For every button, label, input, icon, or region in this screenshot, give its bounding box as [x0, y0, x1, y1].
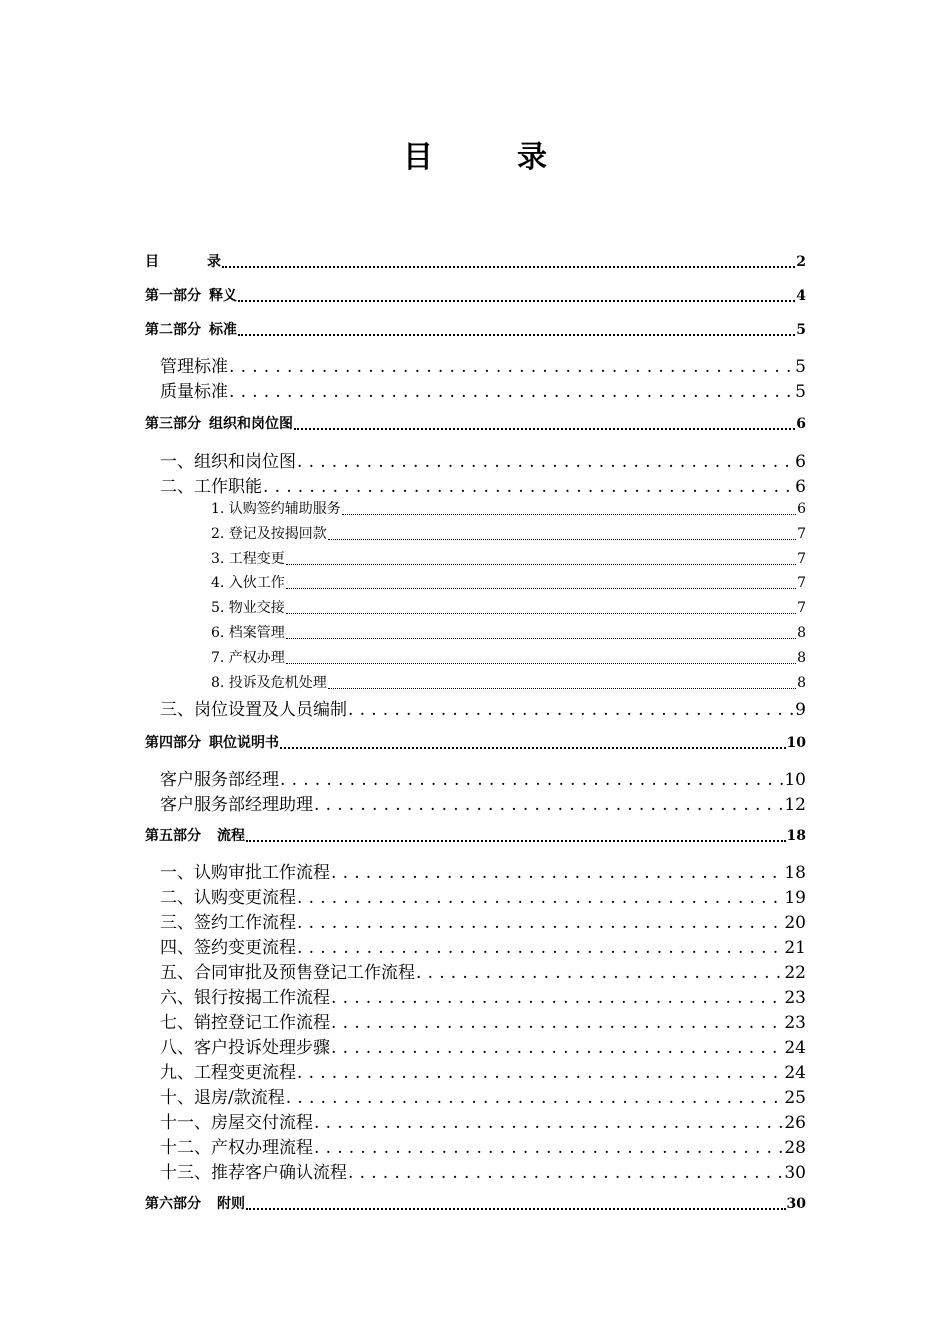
toc-label: 6. 档案管理 — [211, 625, 285, 641]
toc-label: 3. 工程变更 — [211, 551, 285, 567]
dot-leader — [314, 1113, 783, 1133]
toc-label: 三、签约工作流程 — [160, 913, 296, 933]
dot-leader — [416, 963, 783, 983]
toc-label: 7. 产权办理 — [211, 650, 285, 666]
toc-page-number: 30 — [784, 1163, 806, 1183]
dot-leader — [314, 795, 783, 815]
toc-entry[interactable] — [160, 765, 806, 790]
toc-page-number: 5 — [795, 357, 806, 377]
toc-label: 释义 — [209, 288, 237, 304]
toc-entry[interactable] — [160, 883, 806, 908]
toc-page-number: 7 — [797, 526, 806, 542]
toc-label: 二、认购变更流程 — [160, 888, 296, 908]
toc-label: 九、工程变更流程 — [160, 1063, 296, 1083]
dot-leader — [280, 770, 783, 790]
toc-entry-part3[interactable] — [145, 413, 806, 433]
toc-label: 十二、产权办理流程 — [160, 1138, 313, 1158]
dot-leader — [297, 1063, 783, 1083]
dot-leader — [314, 1138, 783, 1158]
toc-page-number: 26 — [784, 1113, 806, 1133]
toc-entry[interactable] — [160, 1033, 806, 1058]
dot-leader — [286, 588, 796, 589]
dot-leader — [297, 888, 783, 908]
toc-entry-part5[interactable] — [145, 825, 806, 845]
toc-label: 标准 — [209, 322, 237, 338]
dot-leader — [222, 266, 795, 268]
toc-entry[interactable] — [160, 908, 806, 933]
toc-page-number: 6 — [795, 452, 806, 472]
dot-leader — [348, 1163, 783, 1183]
toc-subentry[interactable] — [211, 523, 806, 543]
toc-page-number: 4 — [796, 288, 806, 304]
dot-leader — [331, 988, 783, 1008]
toc-page-number: 7 — [797, 551, 806, 567]
toc-page-number: 18 — [784, 863, 806, 883]
title-char-1: 目 — [403, 140, 433, 175]
toc-label: 十、退房/款流程 — [160, 1088, 285, 1108]
title-char-2: 录 — [517, 140, 547, 175]
toc-page-number: 24 — [784, 1063, 806, 1083]
toc-label: 客户服务部经理助理 — [160, 795, 313, 815]
toc-page-number: 24 — [784, 1038, 806, 1058]
toc-label: 1. 认购签约辅助服务 — [211, 501, 341, 517]
dot-leader — [331, 1038, 783, 1058]
dot-leader — [297, 913, 783, 933]
toc-page-number: 19 — [784, 888, 806, 908]
dot-leader — [238, 300, 795, 302]
toc-label: 五、合同审批及预售登记工作流程 — [160, 963, 415, 983]
toc-label: 十一、房屋交付流程 — [160, 1113, 313, 1133]
dot-leader — [331, 863, 783, 883]
toc-page-number: 9 — [795, 700, 806, 720]
dot-leader — [238, 334, 795, 336]
toc-label: 2. 登记及按揭回款 — [211, 526, 327, 542]
toc-label: 六、银行按揭工作流程 — [160, 988, 330, 1008]
toc-page-number: 21 — [784, 938, 806, 958]
toc-label: 目 — [145, 254, 159, 270]
toc-entry[interactable] — [160, 352, 806, 377]
dot-leader — [286, 663, 796, 664]
toc-page-number: 23 — [784, 988, 806, 1008]
toc-label: 七、销控登记工作流程 — [160, 1013, 330, 1033]
toc-label: 第三部分 — [145, 416, 201, 432]
toc-entry[interactable] — [160, 1133, 806, 1158]
toc-page-number: 12 — [784, 795, 806, 815]
dot-leader — [286, 564, 796, 565]
toc-entry-part4[interactable] — [145, 732, 806, 752]
toc-entry[interactable] — [160, 377, 806, 402]
toc-page-number: 5 — [795, 382, 806, 402]
toc-entry-part1[interactable] — [145, 285, 806, 305]
toc-page-number: 7 — [797, 575, 806, 591]
dot-leader — [229, 357, 794, 377]
toc-page-number: 10 — [786, 735, 806, 751]
dot-leader — [280, 747, 786, 749]
page-title — [0, 132, 950, 176]
dot-leader — [342, 514, 796, 515]
dot-leader — [286, 1088, 784, 1108]
toc-entry[interactable] — [160, 983, 806, 1008]
toc-entry[interactable] — [160, 1083, 806, 1108]
toc-entry-contents[interactable] — [145, 251, 806, 271]
toc-label: 第四部分 — [145, 735, 201, 751]
toc-label: 第五部分 — [145, 828, 201, 844]
toc-label: 流程 — [217, 828, 245, 844]
toc-page-number: 6 — [795, 477, 806, 497]
toc-subentry[interactable] — [211, 572, 806, 592]
dot-leader — [297, 938, 783, 958]
toc-label: 客户服务部经理 — [160, 770, 279, 790]
toc-label: 质量标准 — [160, 382, 228, 402]
toc-label: 八、客户投诉处理步骤 — [160, 1038, 330, 1058]
toc-label: 二、工作职能 — [160, 477, 262, 497]
toc-page-number: 10 — [784, 770, 806, 790]
toc-page-number: 23 — [784, 1013, 806, 1033]
toc-subentry[interactable] — [211, 548, 806, 568]
dot-leader — [246, 840, 786, 842]
toc-page-number: 8 — [797, 625, 806, 641]
toc-label: 第二部分 — [145, 322, 201, 338]
toc-label: 8. 投诉及危机处理 — [211, 675, 327, 691]
toc-page-number: 30 — [786, 1196, 806, 1212]
toc-entry[interactable] — [160, 472, 806, 497]
toc-label: 第一部分 — [145, 288, 201, 304]
toc-page-number: 6 — [796, 416, 806, 432]
toc-entry[interactable] — [160, 790, 806, 815]
toc-label: 管理标准 — [160, 357, 228, 377]
dot-leader — [328, 688, 796, 689]
toc-page-number: 8 — [797, 675, 806, 691]
toc-subentry[interactable] — [211, 498, 806, 518]
toc-label: 第六部分 — [145, 1196, 201, 1212]
toc-label: 一、组织和岗位图 — [160, 452, 296, 472]
dot-leader — [263, 477, 794, 497]
dot-leader — [328, 539, 796, 540]
toc-page-number: 2 — [796, 254, 806, 270]
dot-leader — [294, 428, 795, 430]
toc-entry[interactable] — [160, 958, 806, 983]
toc-page-number: 5 — [796, 322, 806, 338]
toc-label: 四、签约变更流程 — [160, 938, 296, 958]
toc-subentry[interactable] — [211, 622, 806, 642]
toc-label: 职位说明书 — [209, 735, 279, 751]
toc-entry[interactable] — [160, 447, 806, 472]
toc-entry[interactable] — [160, 695, 806, 720]
dot-leader — [297, 452, 794, 472]
toc-entry[interactable] — [160, 1158, 806, 1183]
dot-leader — [246, 1208, 786, 1210]
toc-entry[interactable] — [160, 1108, 806, 1133]
dot-leader — [229, 382, 794, 402]
toc-page-number: 18 — [786, 828, 806, 844]
dot-leader — [286, 638, 796, 639]
dot-leader — [348, 700, 794, 720]
toc-page-number: 20 — [784, 913, 806, 933]
toc-subentry[interactable] — [211, 647, 806, 667]
toc-page-number: 7 — [797, 600, 806, 616]
toc-subentry[interactable] — [211, 672, 806, 692]
toc-label: 4. 入伙工作 — [211, 575, 285, 591]
toc-entry-part2[interactable] — [145, 319, 806, 339]
toc-entry-part6[interactable] — [145, 1193, 806, 1213]
toc-page-number: 28 — [784, 1138, 806, 1158]
toc-label: 三、岗位设置及人员编制 — [160, 700, 347, 720]
toc-label: 十三、推荐客户确认流程 — [160, 1163, 347, 1183]
toc-label: 组织和岗位图 — [209, 416, 293, 432]
toc-entry[interactable] — [160, 858, 806, 883]
toc-entry[interactable] — [160, 1008, 806, 1033]
dot-leader — [286, 613, 796, 614]
toc-page-number: 6 — [797, 501, 806, 517]
toc-page-number: 8 — [797, 650, 806, 666]
toc-label: 录 — [207, 254, 221, 270]
toc-label: 附则 — [217, 1196, 245, 1212]
dot-leader — [331, 1013, 783, 1033]
toc-label: 5. 物业交接 — [211, 600, 285, 616]
toc-entry[interactable] — [160, 933, 806, 958]
toc-page-number: 22 — [784, 963, 806, 983]
toc-subentry[interactable] — [211, 597, 806, 617]
toc-page-number: 25 — [784, 1088, 806, 1108]
toc-entry[interactable] — [160, 1058, 806, 1083]
toc-label: 一、认购审批工作流程 — [160, 863, 330, 883]
